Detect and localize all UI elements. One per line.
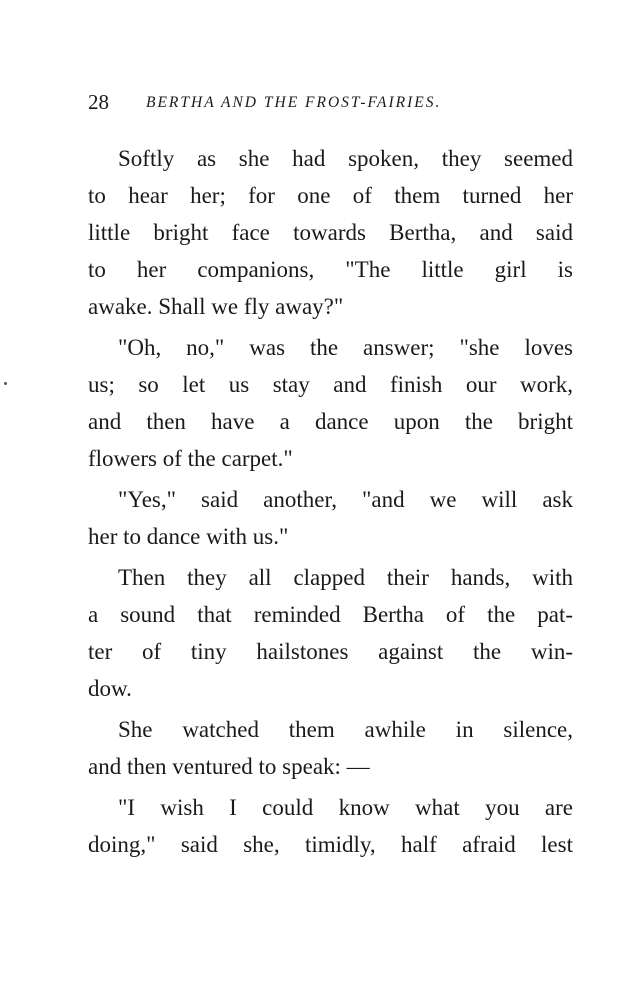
text-line: Softly as she had spoken, they seemed bbox=[118, 146, 573, 171]
paragraph bbox=[88, 481, 573, 555]
text-line: She watched them awhile in silence, bbox=[118, 717, 573, 742]
text-line: "Yes," said another, "and we will ask bbox=[118, 487, 573, 512]
text-line: to hear her; for one of them turned her bbox=[88, 183, 573, 208]
text-line: doing," said she, timidly, half afraid lest bbox=[88, 832, 573, 857]
body-text bbox=[88, 140, 573, 863]
text-line: her to dance with us." bbox=[88, 524, 289, 549]
paper-speck bbox=[4, 382, 7, 385]
text-line: dow. bbox=[88, 676, 132, 701]
paragraph bbox=[88, 140, 573, 325]
text-line: flowers of the carpet." bbox=[88, 446, 293, 471]
paragraph bbox=[88, 711, 573, 785]
text-line: "I wish I could know what you are bbox=[118, 795, 573, 820]
text-line: awake. Shall we fly away?" bbox=[88, 294, 344, 319]
text-line: ter of tiny hailstones against the win- bbox=[88, 639, 573, 664]
paragraph bbox=[88, 559, 573, 707]
text-line: a sound that reminded Bertha of the pat- bbox=[88, 602, 573, 627]
text-line: us; so let us stay and finish our work, bbox=[88, 372, 573, 397]
running-title: BERTHA AND THE FROST-FAIRIES. bbox=[146, 94, 442, 111]
text-line: to her companions, "The little girl is bbox=[88, 257, 573, 282]
text-line: and then ventured to speak: — bbox=[88, 754, 370, 779]
paragraph bbox=[88, 789, 573, 863]
paragraph bbox=[88, 329, 573, 477]
page-number: 28 bbox=[88, 90, 109, 114]
page-header bbox=[88, 88, 518, 116]
text-line: "Oh, no," was the answer; "she loves bbox=[118, 335, 573, 360]
text-line: and then have a dance upon the bright bbox=[88, 409, 573, 434]
text-line: little bright face towards Bertha, and said bbox=[88, 220, 573, 245]
text-line: Then they all clapped their hands, with bbox=[118, 565, 573, 590]
